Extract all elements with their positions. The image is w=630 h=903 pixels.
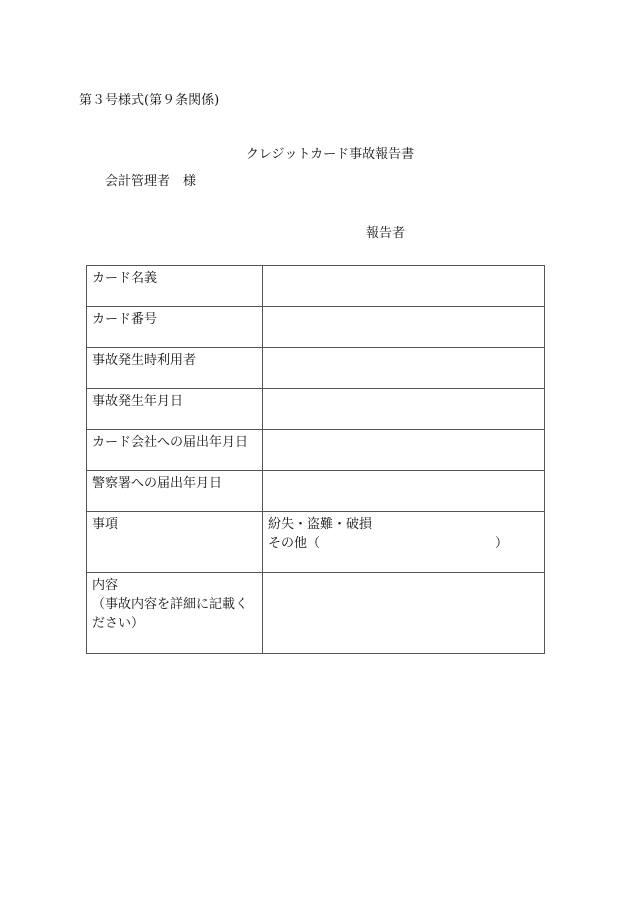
row-value-card-company-report-date[interactable] [263, 430, 545, 471]
matter-other-open: その他（ [268, 536, 321, 551]
addressee: 会計管理者 様 [105, 174, 197, 189]
table-row [87, 348, 545, 389]
matter-options: 紛失・盗難・破損 [268, 517, 373, 532]
row-label-incident-date: 事故発生年月日 [87, 389, 263, 430]
row-label-content [87, 573, 263, 654]
row-label-matter: 事項 [87, 512, 263, 573]
row-label-card-holder: カード名義 [87, 266, 263, 307]
matter-other [268, 534, 539, 553]
document-title: クレジットカード事故報告書 [245, 147, 415, 162]
report-table [86, 265, 545, 654]
table-row [87, 266, 545, 307]
matter-other-close: ） [495, 536, 509, 551]
row-value-matter[interactable] [263, 512, 545, 573]
table-row [87, 307, 545, 348]
content-label-line2: （事故内容を詳細に記載く [92, 597, 249, 612]
row-label-card-number: カード番号 [87, 307, 263, 348]
row-value-incident-date[interactable] [263, 389, 545, 430]
content-label-line3: ださい） [92, 616, 145, 631]
table-row [87, 471, 545, 512]
row-value-police-report-date[interactable] [263, 471, 545, 512]
row-value-card-holder[interactable] [263, 266, 545, 307]
table-row [87, 512, 545, 573]
table-row [87, 573, 545, 654]
row-value-content[interactable] [263, 573, 545, 654]
table-row [87, 389, 545, 430]
reporter-label: 報告者 [366, 226, 406, 241]
content-label-line1: 内容 [92, 578, 119, 593]
row-label-card-company-report-date: カード会社への届出年月日 [87, 430, 263, 471]
form-number: 第３号様式(第９条関係) [79, 93, 220, 108]
row-label-user-at-incident: 事故発生時利用者 [87, 348, 263, 389]
row-value-user-at-incident[interactable] [263, 348, 545, 389]
table-row [87, 430, 545, 471]
row-label-police-report-date: 警察署への届出年月日 [87, 471, 263, 512]
row-value-card-number[interactable] [263, 307, 545, 348]
